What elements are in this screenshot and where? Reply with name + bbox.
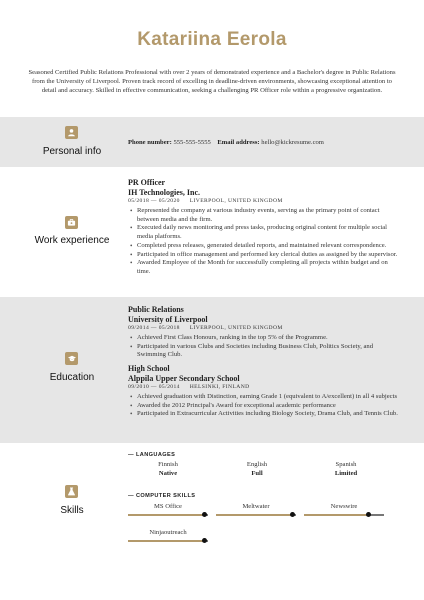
profile-summary: Seasoned Certified Public Relations Professional with over 2 years of demonstrated experience and a Bachelor's degree in Public Relations from the University of Liverpool. Proven track record of excelling in deadline-driven environments, showcasing exceptional attention to detail and accuracy. Skilled in effective communication, seeking a challenging PR Officer role within a progressive organization. xyxy=(28,69,396,95)
skill-name: Ninjaoutreach xyxy=(149,529,187,536)
language-level: Limited xyxy=(334,470,358,477)
education-section xyxy=(0,297,424,443)
skill-item xyxy=(128,502,208,516)
computer-skills-heading: — COMPUTER SKILLS xyxy=(128,493,196,499)
education-location: LIVERPOOL, UNITED KINGDOM xyxy=(189,325,283,331)
phone-label: Phone number: xyxy=(128,139,172,146)
skills-title: Skills xyxy=(60,505,84,516)
job-dates: 05/2018 — 05/2020 xyxy=(128,198,180,204)
skills-section xyxy=(0,443,424,600)
flask-icon xyxy=(65,485,78,498)
job-location: LIVERPOOL, UNITED KINGDOM xyxy=(189,198,283,204)
skill-level-marker xyxy=(202,538,207,543)
skill-item xyxy=(216,502,296,516)
education-meta xyxy=(128,383,400,392)
skill-level-bar xyxy=(128,514,208,516)
education-entry xyxy=(128,305,400,360)
education-meta xyxy=(128,324,400,333)
list-item: • Achieved graduation with Distinction, earning Grade 1 (equivalent to A/excellent) in all 4 subjects xyxy=(128,393,400,402)
list-item: • Participated in various Clubs and Societies including Business Club, Politics Society, and Swimming Club. xyxy=(128,343,400,360)
language-item xyxy=(123,460,213,478)
skill-level-bar xyxy=(128,540,208,542)
language-item xyxy=(301,460,391,478)
list-item: • Awarded the 2012 Principal's Award for exceptional academic performance xyxy=(128,402,400,411)
skill-level-marker xyxy=(202,512,207,517)
personal-info-section xyxy=(0,117,424,167)
job-title: PR Officer xyxy=(128,178,166,187)
languages-heading: — LANGUAGES xyxy=(128,452,176,458)
education-title: Education xyxy=(49,372,95,383)
education-dates: 09/2014 — 05/2018 xyxy=(128,325,180,331)
list-item: • Represented the company at various industry events, serving as the primary point of contact between media and the firm. xyxy=(128,207,400,224)
contact-line xyxy=(128,139,400,146)
list-item: • Achieved First Class Honours, ranking in the top 5% of the Programme. xyxy=(128,334,400,343)
job-meta xyxy=(128,197,400,206)
education-location: HELSINKI, FINLAND xyxy=(189,384,250,390)
skill-name: Meltwater xyxy=(242,503,270,510)
skill-level-marker xyxy=(366,512,371,517)
phone-value: 555-555-5555 xyxy=(173,139,211,146)
language-name: Spanish xyxy=(335,461,357,468)
degree-title: High School xyxy=(128,364,170,373)
skill-item xyxy=(304,502,384,516)
skill-level-bar xyxy=(304,514,384,516)
education-dates: 09/2010 — 05/2014 xyxy=(128,384,180,390)
list-item: • Completed press releases, generated detailed reports, and maintained relevant correspondence. xyxy=(128,242,400,251)
school-name: University of Liverpool xyxy=(128,314,208,324)
degree-title: Public Relations xyxy=(128,305,184,314)
language-name: English xyxy=(246,461,268,468)
list-item: • Executed daily news monitoring and press tasks, producing original content for multiple social media platforms. xyxy=(128,224,400,241)
list-item: • Participated in office management and performed key clerical duties as assigned by the supervisor. xyxy=(128,251,400,260)
resume-header xyxy=(0,0,424,116)
candidate-name: Katariina Eerola xyxy=(137,29,287,50)
skill-item xyxy=(128,528,208,542)
email-label: Email address: xyxy=(217,139,260,146)
briefcase-icon xyxy=(65,216,78,229)
education-entry xyxy=(128,364,400,419)
job-entry xyxy=(128,178,400,277)
work-experience-section xyxy=(0,167,424,297)
employer-name: IH Technologies, Inc. xyxy=(128,187,201,197)
work-experience-title: Work experience xyxy=(34,235,110,246)
language-level: Native xyxy=(158,470,178,477)
skill-name: MS Office xyxy=(154,503,182,510)
person-icon xyxy=(65,126,78,139)
email-value[interactable]: hello@kickresume.com xyxy=(261,139,324,146)
job-bullets xyxy=(128,207,400,277)
list-item: • Awarded Employee of the Month for successfully completing all projects within budget and on time. xyxy=(128,259,400,276)
personal-info-title: Personal info xyxy=(42,146,102,157)
language-level: Full xyxy=(251,470,263,477)
skill-level-bar xyxy=(216,514,296,516)
graduation-cap-icon xyxy=(65,352,78,365)
language-item xyxy=(212,460,302,478)
education-bullets xyxy=(128,334,400,360)
language-name: Finnish xyxy=(158,461,178,468)
school-name: Alppila Upper Secondary School xyxy=(128,373,240,383)
skill-name: Newswire xyxy=(330,503,358,510)
education-bullets xyxy=(128,393,400,419)
skill-level-marker xyxy=(290,512,295,517)
list-item: • Participated in Extracurricular Activities including Biology Society, Drama Club, and Tennis Club. xyxy=(128,410,400,419)
